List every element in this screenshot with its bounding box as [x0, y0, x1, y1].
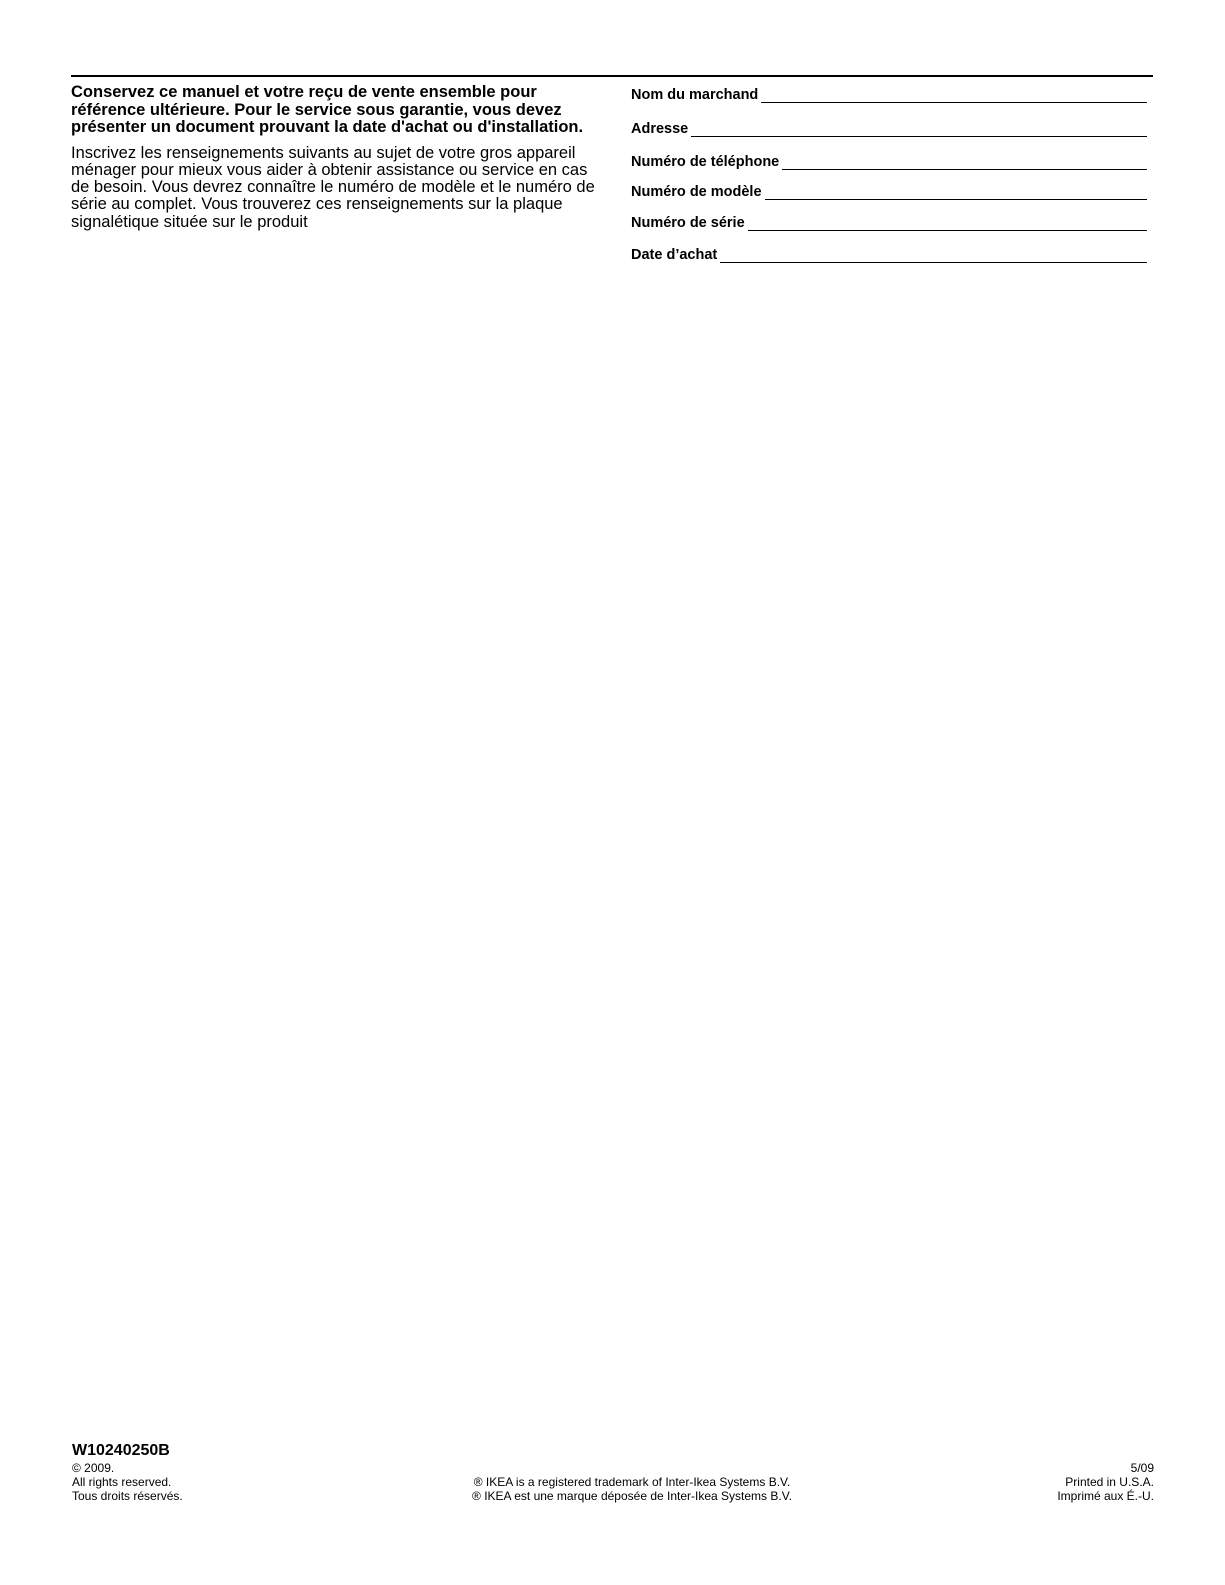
intro-bold-text: Conservez ce manuel et votre reçu de vente ensemble pour référence ultérieure. Pour le service sous garantie, vous devez présenter un document prouvant la date d'achat ou d'installation. [71, 83, 584, 136]
field-label: Adresse [631, 121, 689, 137]
intro-column [71, 84, 599, 231]
field-label: Numéro de série [631, 215, 745, 231]
footer [72, 1442, 1154, 1503]
printed-in-fr: Imprimé aux É.-U. [1057, 1489, 1154, 1503]
address-line[interactable] [691, 122, 1147, 137]
field-label: Nom du marchand [631, 87, 759, 103]
serial-number-line[interactable] [748, 216, 1147, 231]
rights-reserved-en: All rights reserved. [72, 1475, 172, 1489]
field-phone [631, 151, 1147, 170]
purchase-date-line[interactable] [720, 248, 1147, 263]
rights-reserved-fr: Tous droits réservés. [72, 1489, 183, 1503]
merchant-name-line[interactable] [761, 88, 1147, 103]
intro-body-text: Inscrivez les renseignements suivants au sujet de votre gros appareil ménager pour mieux vous aider à obtenir assistance ou service en cas de besoin. Vous devrez connaître le numéro de modèle et le numéro de série au complet. Vous trouverez ces renseignements sur la plaque signalétique située sur le produit [71, 143, 595, 231]
print-info-block [1057, 1461, 1154, 1503]
model-number-line[interactable] [765, 185, 1147, 200]
copyright-year: © 2009. [72, 1461, 115, 1475]
field-label: Numéro de téléphone [631, 154, 780, 170]
printed-in-en: Printed in U.S.A. [1065, 1475, 1154, 1489]
print-date: 5/09 [1130, 1461, 1154, 1475]
trademark-en: ® IKEA is a registered trademark of Inter-Ikea Systems B.V. [473, 1475, 791, 1489]
field-model-number [631, 181, 1147, 200]
record-form [631, 84, 1147, 263]
field-label: Numéro de modèle [631, 184, 762, 200]
field-address [631, 118, 1147, 137]
field-merchant-name [631, 84, 1147, 103]
top-rule [71, 75, 1153, 77]
field-label: Date d’achat [631, 247, 718, 263]
phone-line[interactable] [782, 155, 1147, 170]
trademark-fr: ® IKEA est une marque déposée de Inter-Ikea Systems B.V. [472, 1489, 792, 1503]
document-number: W10240250B [72, 1442, 170, 1459]
field-serial-number [631, 212, 1147, 231]
trademark-block [72, 1475, 1192, 1503]
field-purchase-date [631, 244, 1147, 263]
